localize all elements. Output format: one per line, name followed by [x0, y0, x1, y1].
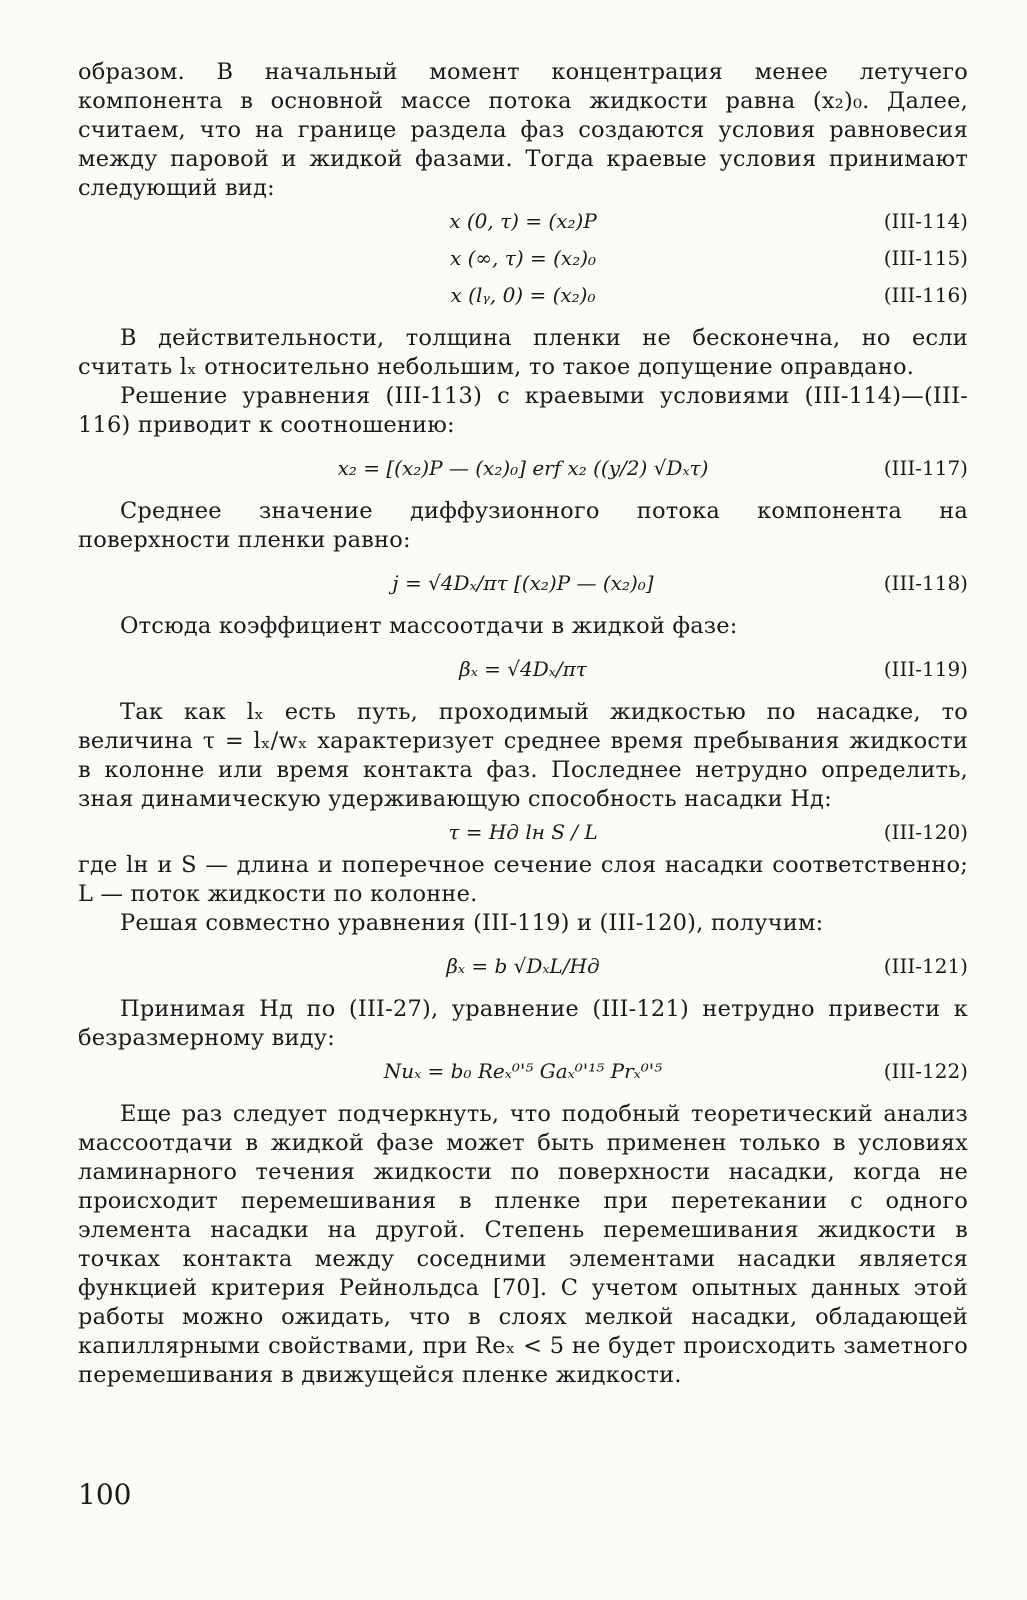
equation-number: (III-115)	[883, 246, 968, 270]
paragraph-8: Решая совместно уравнения (III-119) и (III-120), получим:	[120, 910, 824, 936]
paragraph-3: Решение уравнения (III-113) с краевыми условиями (III-114)—(III-116) приводит к соотношению:	[78, 383, 968, 438]
equation-119	[78, 651, 968, 688]
equation-number: (III-118)	[883, 571, 968, 595]
equation-formula: τ = Hд lн S / L	[448, 820, 598, 844]
equation-number: (III-116)	[883, 283, 968, 307]
equation-number: (III-122)	[883, 1059, 968, 1083]
equation-formula: j = √4Dₓ/πτ [(x₂)P — (x₂)₀]	[392, 571, 654, 595]
equation-formula: x (0, τ) = (x₂)P	[449, 209, 597, 233]
equation-formula: βₓ = √4Dₓ/πτ	[459, 657, 587, 681]
page-number: 100	[78, 1478, 132, 1511]
equation-number: (III-121)	[883, 954, 968, 978]
paragraph-4: Среднее значение диффузионного потока компонента на поверхности пленки равно:	[78, 498, 968, 553]
equation-115	[78, 240, 968, 277]
paragraph-7: где lн и S — длина и поперечное сечение слоя насадки соответственно; L — поток жидкости по колонне.	[78, 852, 968, 907]
equation-number: (III-117)	[883, 456, 968, 480]
paragraph-5: Отсюда коэффициент массоотдачи в жидкой фазе:	[120, 613, 738, 639]
paragraph-2: В действительности, толщина пленки не бесконечна, но если считать lₓ относительно небольшим, то такое допущение оправдано.	[78, 325, 968, 380]
equation-120	[78, 814, 968, 851]
page-body	[78, 58, 968, 1390]
equation-number: (III-114)	[883, 209, 968, 233]
equation-number: (III-120)	[883, 820, 968, 844]
equation-formula: x (lᵧ, 0) = (x₂)₀	[450, 283, 596, 307]
paragraph-1: образом. В начальный момент концентрация менее летучего компонента в основной массе потока жидкости равна (x₂)₀. Далее, считаем, что на границе раздела фаз создаются условия равновесия между паровой и жидкой фазами. Тогда краевые условия принимают следующий вид:	[78, 59, 968, 201]
paragraph-6: Так как lₓ есть путь, проходимый жидкостью по насадке, то величина τ = lₓ/wₓ характеризует среднее время пребывания жидкости в колонне или время контакта фаз. Последнее нетрудно определить, зная динамическую удерживающую способность насадки Hд:	[78, 699, 968, 812]
paragraph-9: Принимая Hд по (III-27), уравнение (III-121) нетрудно привести к безразмерному виду:	[78, 996, 968, 1051]
equation-formula: Nuₓ = b₀ Reₓ⁰'⁵ Gaₓ⁰'¹⁵ Prₓ⁰'⁵	[383, 1059, 663, 1083]
equation-122	[78, 1053, 968, 1090]
equation-formula: x (∞, τ) = (x₂)₀	[449, 246, 597, 270]
equation-121	[78, 948, 968, 985]
equation-number: (III-119)	[883, 657, 968, 681]
equation-118	[78, 565, 968, 602]
equation-117	[78, 450, 968, 487]
equation-116	[78, 277, 968, 314]
paragraph-10: Еще раз следует подчеркнуть, что подобный теоретический анализ массоотдачи в жидкой фазе может быть применен только в условиях ламинарного течения жидкости по поверхности насадки, когда не происходит перемешивания в пленке при перетекании с одного элемента насадки на другой. Степень перемешивания жидкости в точках контакта между соседними элементами насадки является функцией критерия Рейнольдса [70]. С учетом опытных данных этой работы можно ожидать, что в слоях мелкой насадки, обладающей капиллярными свойствами, при Reₓ < 5 не будет происходить заметного перемешивания в движущейся пленке жидкости.	[78, 1101, 968, 1388]
equation-formula: βₓ = b √DₓL/Hд	[446, 954, 600, 978]
equation-114	[78, 203, 968, 240]
equation-formula: x₂ = [(x₂)P — (x₂)₀] erf x₂ ((y/2) √Dₓτ)	[337, 456, 709, 480]
